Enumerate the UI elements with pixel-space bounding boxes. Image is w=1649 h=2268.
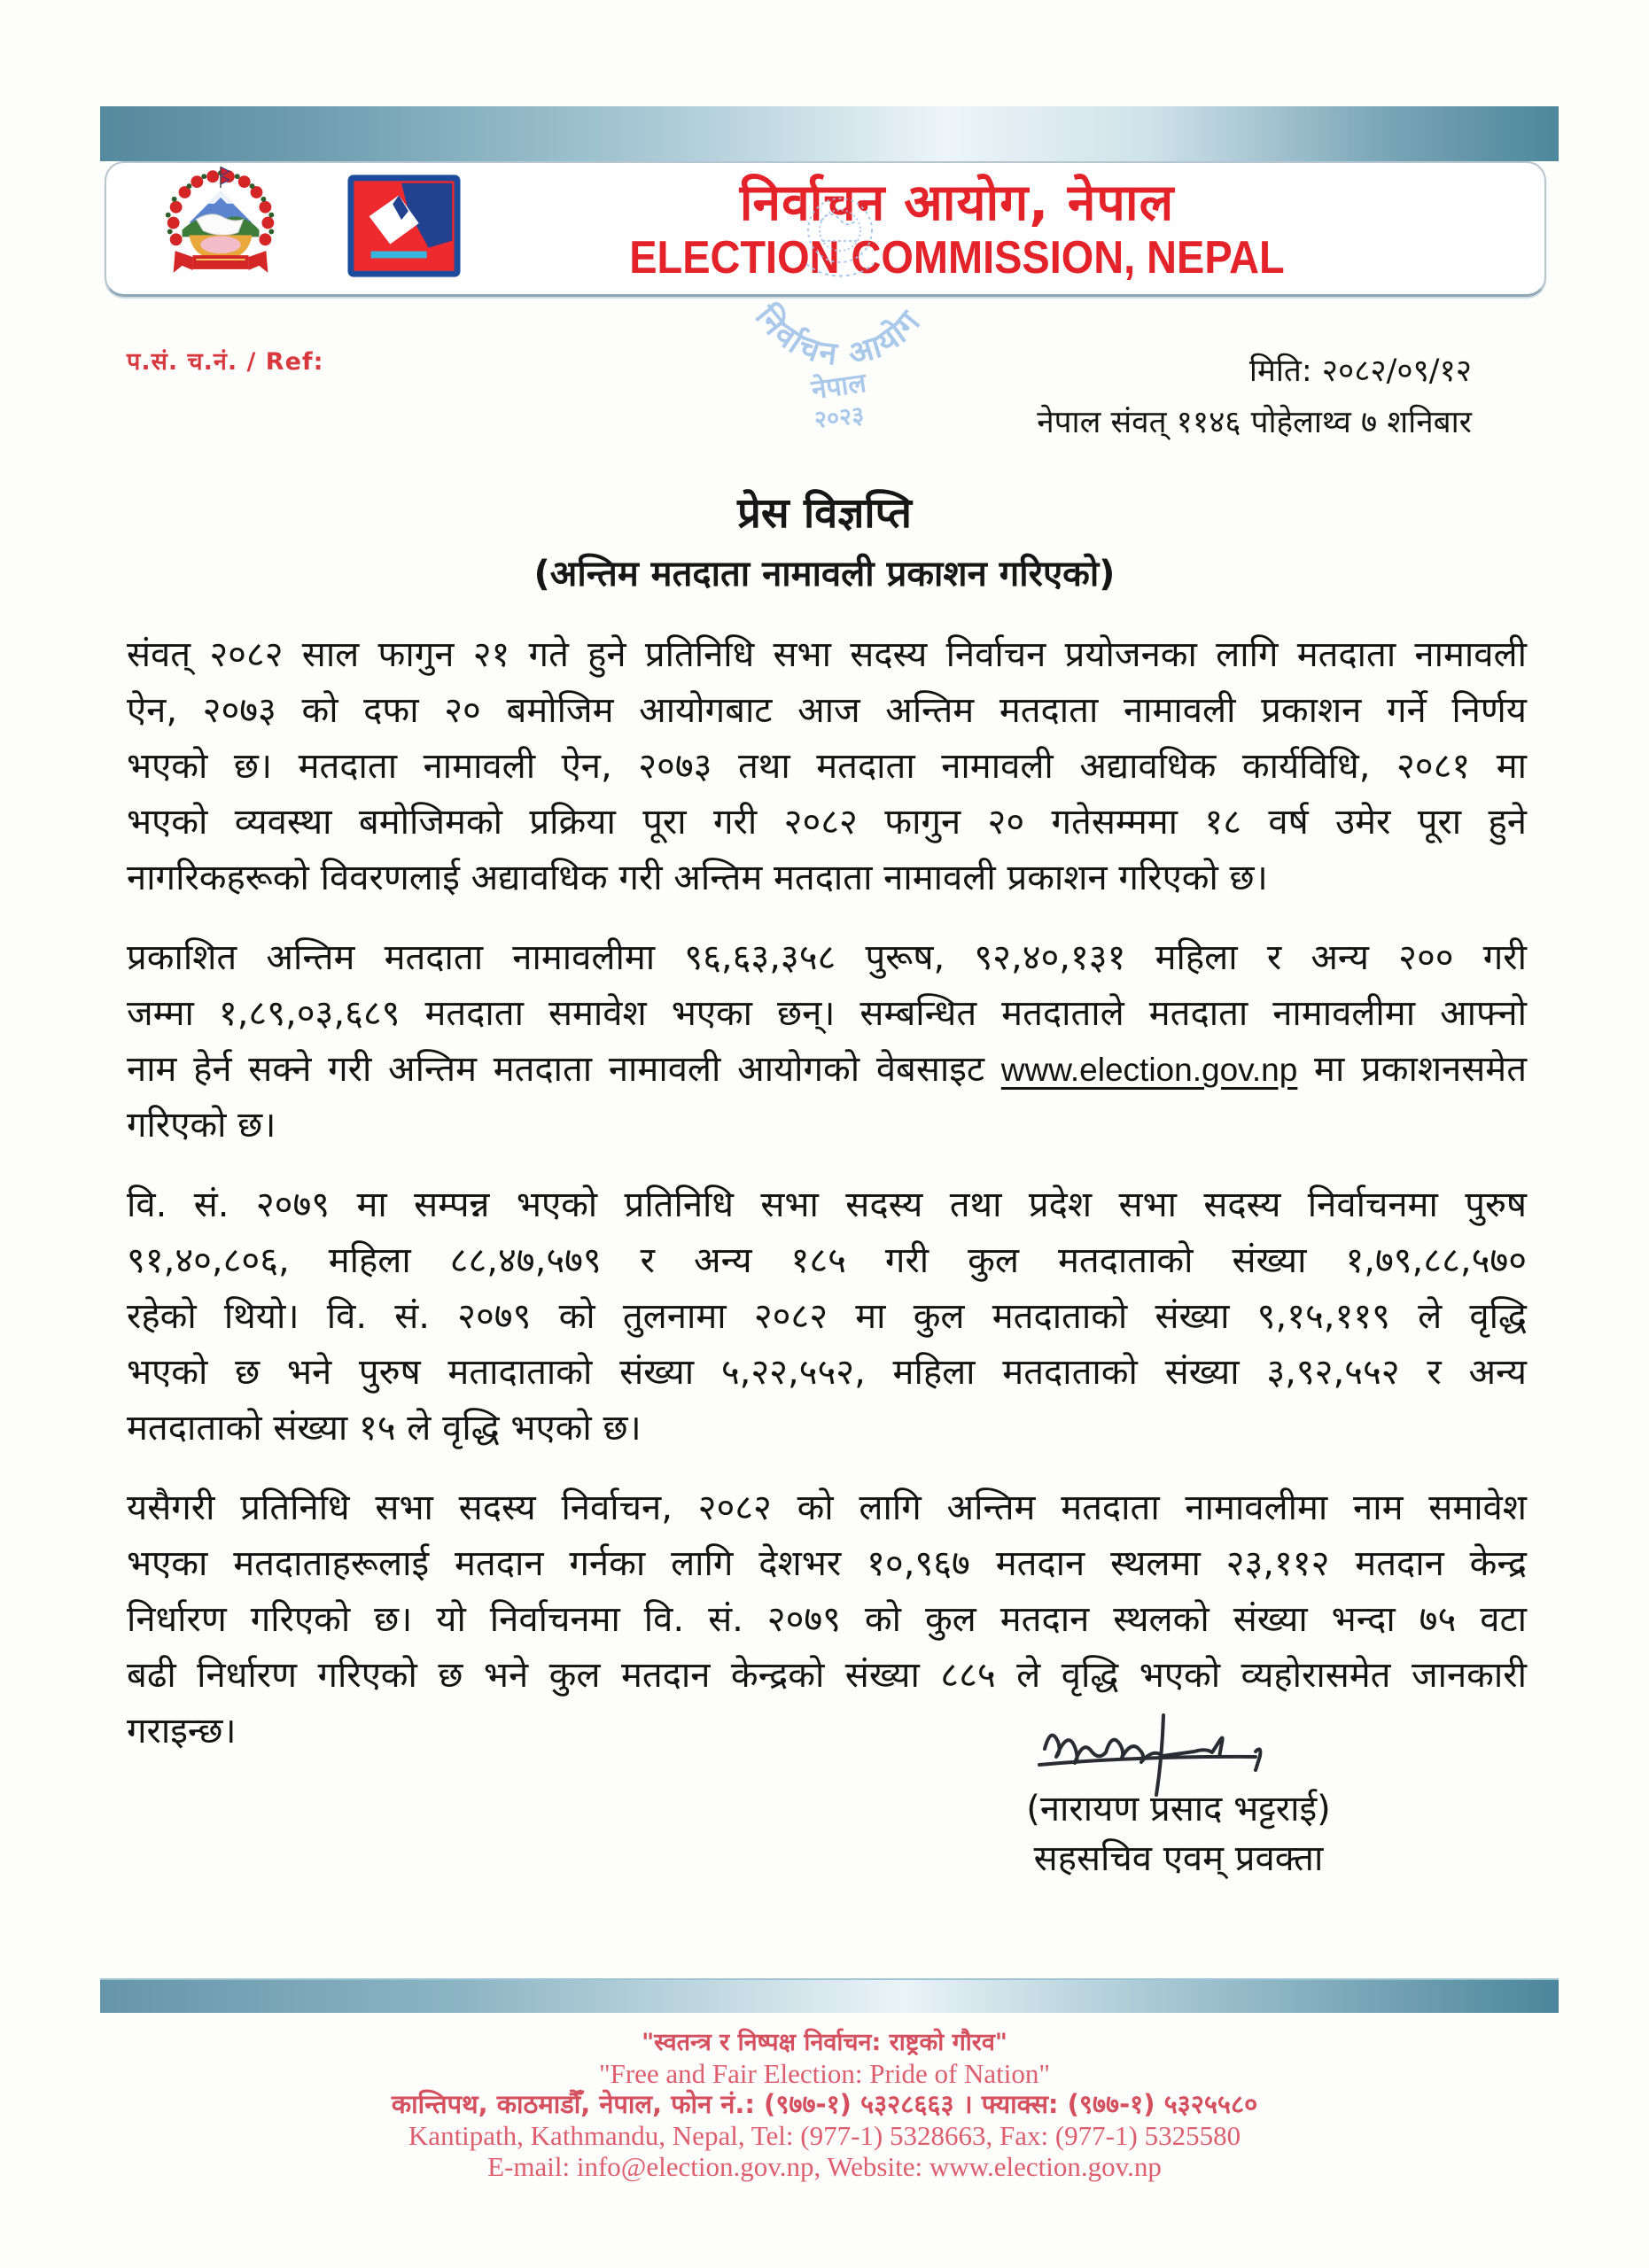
footer xyxy=(0,2027,1649,2182)
signatory-name: (नारायण प्रसाद भट्टराई) xyxy=(1026,1789,1331,1829)
body-line: वि. सं. २०७९ मा सम्पन्न भएको प्रतिनिधि सभा सदस्य तथा प्रदेश सभा सदस्य निर्वाचनमा पुरुष xyxy=(127,1184,1527,1225)
paragraph-2 xyxy=(127,930,1527,1153)
body-line: नागरिकहरूको विवरणलाई अद्यावधिक गरी अन्तिम मतदाता नामावली प्रकाशन गरिएको छ। xyxy=(127,858,1268,898)
motto-nepali: "स्वतन्त्र र निष्पक्ष निर्वाचन: राष्ट्रको गौरव" xyxy=(642,2029,1007,2056)
body-line: गराइन्छ। xyxy=(127,1711,237,1751)
website-link[interactable]: www.election.gov.np xyxy=(1000,1052,1298,1088)
document-title: प्रेस विज्ञप्ति xyxy=(737,489,912,538)
ballot-box-logo-icon xyxy=(347,174,461,278)
nepal-coat-of-arms-icon xyxy=(151,167,291,285)
body-line: भएको छ भने पुरुष मतादाताको संख्या ५,२२,५५२, महिला मतदाताको संख्या ३,९२,५५२ र अन्य xyxy=(127,1352,1527,1393)
body-line: ९१,४०,८०६, महिला ८८,४७,५७९ र अन्य १८५ गरी कुल मतदाताको संख्या १,७९,८८,५७० xyxy=(127,1240,1527,1281)
org-name-english: ELECTION COMMISSION, NEPAL xyxy=(629,230,1285,284)
contact-line: E-mail: info@election.gov.np, Website: www.election.gov.np xyxy=(487,2151,1162,2182)
motto-english: "Free and Fair Election: Pride of Nation" xyxy=(598,2058,1051,2089)
body-line: मतदाताको संख्या १५ ले वृद्धि भएको छ। xyxy=(127,1408,642,1449)
date-bs: मिति: २०८२/०९/१२ xyxy=(1248,353,1472,389)
address-english: Kantipath, Kathmandu, Nepal, Tel: (977-1) 5328663, Fax: (977-1) 5325580 xyxy=(408,2120,1241,2151)
body-line: जम्मा १,८९,०३,६८९ मतदाता समावेश भएका छन्। सम्बन्धित मतदाताले मतदाता नामावलीमा आफ्नो xyxy=(127,993,1527,1034)
date-block xyxy=(1037,346,1472,448)
header-band xyxy=(100,106,1559,161)
org-names xyxy=(487,174,1427,284)
body-line: यसैगरी प्रतिनिधि सभा सदस्य निर्वाचन, २०८२ को लागि अन्तिम मतदाता नामावलीमा नाम समावेश xyxy=(127,1487,1527,1528)
document-subtitle: (अन्तिम मतदाता नामावली प्रकाशन गरिएको) xyxy=(533,554,1116,594)
body-line: ऐन, २०७३ को दफा २० बमोजिम आयोगबाट आज अन्तिम मतदाता नामावली प्रकाशन गर्ने निर्णय xyxy=(127,690,1527,731)
body-line: बढी निर्धारण गरिएको छ भने कुल मतदान केन्द्रको संख्या ८८५ ले वृद्धि भएको व्यहोरासमेत जानकारी xyxy=(127,1655,1527,1696)
body-line: भएको व्यवस्था बमोजिमको प्रक्रिया पूरा गरी २०८२ फागुन २० गतेसम्ममा १८ वर्ष उमेर पूरा हुने xyxy=(127,802,1527,843)
date-nepal-sambat: नेपाल संवत् ११४६ पोहेलाथ्व ७ शनिबार xyxy=(1037,405,1472,440)
reference-label: प.सं. च.नं. / Ref: xyxy=(127,348,324,376)
body-line: गरिएको छ। xyxy=(127,1105,276,1146)
body-line-segment: मा प्रकाशनसमेत xyxy=(1297,1049,1527,1090)
signature-icon xyxy=(1032,1703,1325,1797)
stamp-arc-text: निर्वाचन आयोग xyxy=(747,299,930,374)
paragraph-1 xyxy=(127,627,1527,906)
signature-block xyxy=(926,1703,1431,1884)
stamp-line3: २०२३ xyxy=(813,401,866,434)
body-line: प्रकाशित अन्तिम मतदाता नामावलीमा ९६,६३,३५८ पुरूष, ९२,४०,१३१ महिला र अन्य २०० गरी xyxy=(127,937,1527,978)
body-text xyxy=(127,627,1527,1783)
body-line: भएको छ। मतदाता नामावली ऐन, २०७३ तथा मतदाता नामावली अद्यावधिक कार्यविधि, २०८१ मा xyxy=(127,746,1527,787)
office-stamp xyxy=(728,175,952,443)
paragraph-3 xyxy=(127,1177,1527,1456)
svg-text:निर्वाचन आयोग xyxy=(747,298,929,373)
stamp-line2: नेपाल xyxy=(809,367,868,407)
body-line: रहेको थियो। वि. सं. २०७९ को तुलनामा २०८२ मा कुल मतदाताको संख्या ९,१५,११९ ले वृद्धि xyxy=(127,1296,1527,1337)
signatory-role: सहसचिव एवम् प्रवक्ता xyxy=(1033,1838,1324,1879)
body-line: निर्धारण गरिएको छ। यो निर्वाचनमा वि. सं. २०७९ को कुल मतदान स्थलको संख्या भन्दा ७५ वटा xyxy=(127,1599,1527,1640)
body-line-segment: नाम हेर्न सक्ने गरी अन्तिम मतदाता नामावली आयोगको वेबसाइट xyxy=(127,1049,1001,1090)
body-line: भएका मतदाताहरूलाई मतदान गर्नका लागि देशभर १०,९६७ मतदान स्थलमा २३,११२ मतदान केन्द्र xyxy=(127,1543,1527,1584)
body-line: संवत् २०८२ साल फागुन २१ गते हुने प्रतिनिधि सभा सदस्य निर्वाचन प्रयोजनका लागि मतदाता नामावली xyxy=(127,634,1527,675)
address-nepali: कान्तिपथ, काठमाडौँ, नेपाल, फोन नं.: (९७७-१) ५३२८६६३ । फ्याक्स: (९७७-१) ५३२५५८० xyxy=(391,2089,1258,2119)
body-line xyxy=(127,1042,1527,1098)
footer-band xyxy=(100,1978,1559,2013)
org-name-nepali: निर्वाचन आयोग, नेपाल xyxy=(739,174,1175,232)
